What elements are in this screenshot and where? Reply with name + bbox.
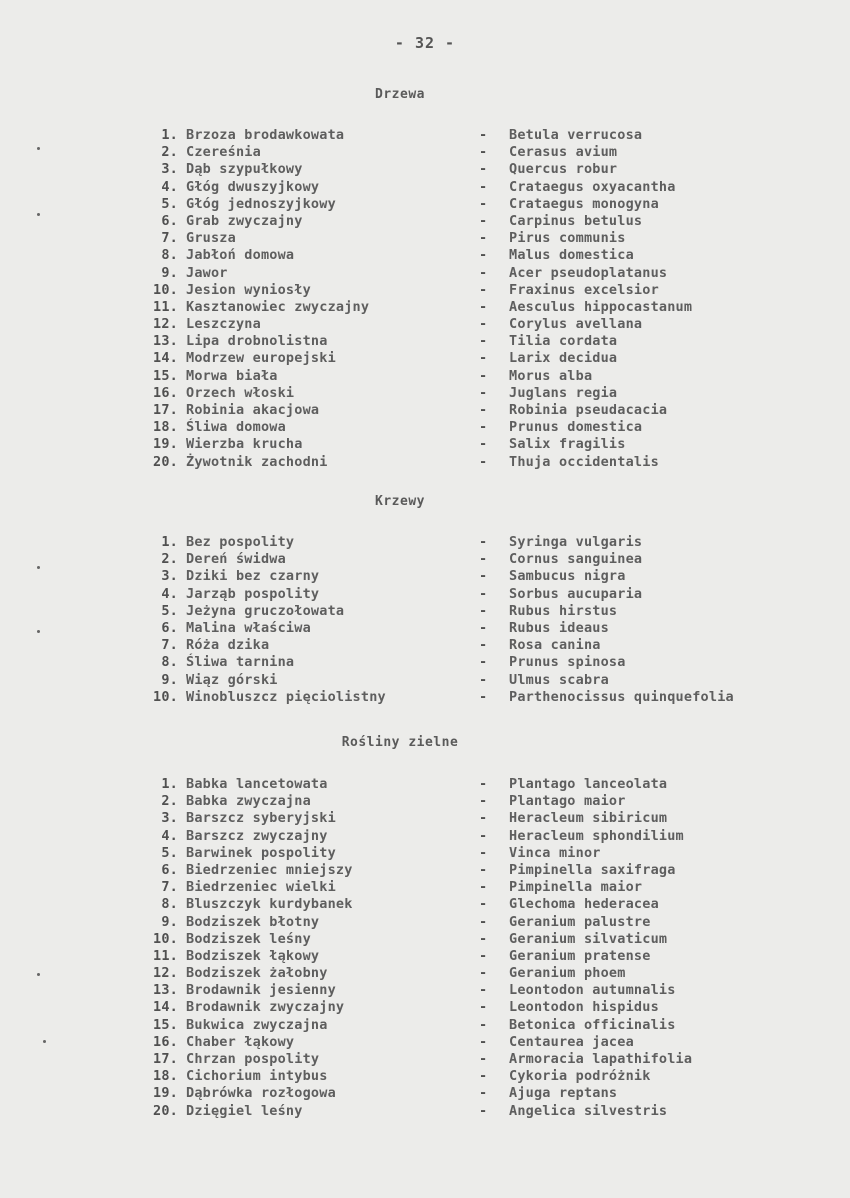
latin-name: Larix decidua xyxy=(509,350,618,367)
polish-name: Róża dzika xyxy=(186,637,270,654)
latin-name: Sorbus aucuparia xyxy=(509,585,643,602)
latin-name: Rubus hirstus xyxy=(509,602,618,619)
species-row xyxy=(0,914,850,931)
polish-name: Śliwa tarnina xyxy=(186,654,295,671)
species-row xyxy=(0,144,850,161)
polish-name: Głóg jednoszyjkowy xyxy=(186,195,336,212)
item-number: 18. xyxy=(153,1068,178,1085)
separator-dash: - xyxy=(479,127,488,143)
latin-name: Betonica officinalis xyxy=(509,1016,676,1033)
species-row xyxy=(0,385,850,402)
latin-name: Corylus avellana xyxy=(509,316,643,333)
item-number: 15. xyxy=(153,1016,178,1033)
polish-name: Wierzba krucha xyxy=(186,436,303,453)
separator-dash: - xyxy=(479,776,488,792)
item-number: 8. xyxy=(161,896,178,913)
species-row xyxy=(0,454,850,471)
latin-name: Rubus ideaus xyxy=(509,619,609,636)
item-number: 10. xyxy=(153,688,178,705)
latin-name: Angelica silvestris xyxy=(509,1102,668,1119)
latin-name: Geranium pratense xyxy=(509,947,651,964)
latin-name: Leontodon hispidus xyxy=(509,999,659,1016)
species-row xyxy=(0,1017,850,1034)
item-number: 17. xyxy=(153,1051,178,1067)
species-row xyxy=(0,982,850,999)
species-row xyxy=(0,999,850,1016)
polish-name: Bodziszek leśny xyxy=(186,930,311,947)
polish-name: Brodawnik jesienny xyxy=(186,982,336,999)
separator-dash: - xyxy=(479,195,488,212)
species-row xyxy=(0,230,850,247)
latin-name: Rosa canina xyxy=(509,637,601,654)
polish-name: Bukwica zwyczajna xyxy=(186,1016,328,1033)
species-row xyxy=(0,1034,850,1051)
species-row xyxy=(0,828,850,845)
species-row xyxy=(0,586,850,603)
item-number: 6. xyxy=(161,619,178,636)
latin-name: Parthenocissus quinquefolia xyxy=(509,688,734,705)
polish-name: Dąbrówka rozłogowa xyxy=(186,1085,336,1102)
latin-name: Heracleum sphondilium xyxy=(509,827,684,844)
species-row xyxy=(0,568,850,585)
polish-name: Bodziszek błotny xyxy=(186,913,320,930)
latin-name: Acer pseudoplatanus xyxy=(509,264,668,281)
species-row xyxy=(0,127,850,144)
polish-name: Kasztanowiec zwyczajny xyxy=(186,298,370,315)
item-number: 19. xyxy=(153,1085,178,1102)
separator-dash: - xyxy=(479,298,488,315)
section-title-trees: Drzewa xyxy=(375,87,425,102)
polish-name: Jesion wyniosły xyxy=(186,281,311,298)
item-number: 18. xyxy=(153,419,178,436)
latin-name: Prunus domestica xyxy=(509,419,643,436)
polish-name: Barszcz zwyczajny xyxy=(186,827,328,844)
separator-dash: - xyxy=(479,212,488,229)
item-number: 9. xyxy=(161,671,178,688)
item-number: 11. xyxy=(153,947,178,964)
latin-name: Pimpinella saxifraga xyxy=(509,861,676,878)
species-row xyxy=(0,672,850,689)
item-number: 3. xyxy=(161,161,178,178)
polish-name: Grab zwyczajny xyxy=(186,212,303,229)
separator-dash: - xyxy=(479,861,488,878)
latin-name: Leontodon autumnalis xyxy=(509,982,676,999)
separator-dash: - xyxy=(479,671,488,688)
separator-dash: - xyxy=(479,602,488,619)
species-row xyxy=(0,654,850,671)
latin-name: Vinca minor xyxy=(509,844,601,861)
item-number: 20. xyxy=(153,453,178,470)
item-number: 2. xyxy=(161,551,178,568)
polish-name: Dereń świdwa xyxy=(186,551,286,568)
species-row xyxy=(0,896,850,913)
separator-dash: - xyxy=(479,688,488,705)
separator-dash: - xyxy=(479,793,488,810)
species-row xyxy=(0,368,850,385)
separator-dash: - xyxy=(479,844,488,861)
latin-name: Glechoma hederacea xyxy=(509,896,659,913)
separator-dash: - xyxy=(479,316,488,333)
latin-name: Carpinus betulus xyxy=(509,212,643,229)
species-row xyxy=(0,637,850,654)
polish-name: Jarząb pospolity xyxy=(186,585,320,602)
polish-name: Winobluszcz pięciolistny xyxy=(186,688,386,705)
separator-dash: - xyxy=(479,264,488,281)
latin-name: Cerasus avium xyxy=(509,144,618,161)
latin-name: Pirus communis xyxy=(509,230,626,247)
species-row xyxy=(0,299,850,316)
polish-name: Chrzan pospolity xyxy=(186,1051,320,1067)
latin-name: Juglans regia xyxy=(509,384,618,401)
item-number: 16. xyxy=(153,1033,178,1050)
polish-name: Żywotnik zachodni xyxy=(186,453,328,470)
item-number: 3. xyxy=(161,568,178,585)
polish-name: Wiąz górski xyxy=(186,671,278,688)
polish-name: Dąb szypułkowy xyxy=(186,161,303,178)
latin-name: Morus alba xyxy=(509,367,593,384)
separator-dash: - xyxy=(479,534,488,550)
separator-dash: - xyxy=(479,453,488,470)
item-number: 13. xyxy=(153,982,178,999)
item-number: 16. xyxy=(153,384,178,401)
species-row xyxy=(0,316,850,333)
polish-name: Modrzew europejski xyxy=(186,350,336,367)
species-list-shrubs xyxy=(0,534,850,706)
species-row xyxy=(0,810,850,827)
polish-name: Jawor xyxy=(186,264,228,281)
polish-name: Brzoza brodawkowata xyxy=(186,127,345,143)
species-row xyxy=(0,213,850,230)
item-number: 4. xyxy=(161,585,178,602)
separator-dash: - xyxy=(479,161,488,178)
item-number: 5. xyxy=(161,195,178,212)
latin-name: Salix fragilis xyxy=(509,436,626,453)
separator-dash: - xyxy=(479,281,488,298)
item-number: 4. xyxy=(161,827,178,844)
species-row xyxy=(0,436,850,453)
item-number: 8. xyxy=(161,654,178,671)
separator-dash: - xyxy=(479,930,488,947)
item-number: 9. xyxy=(161,264,178,281)
latin-name: Plantago lanceolata xyxy=(509,776,668,792)
species-row xyxy=(0,247,850,264)
item-number: 8. xyxy=(161,247,178,264)
latin-name: Pimpinella maior xyxy=(509,879,643,896)
separator-dash: - xyxy=(479,1016,488,1033)
separator-dash: - xyxy=(479,654,488,671)
separator-dash: - xyxy=(479,384,488,401)
separator-dash: - xyxy=(479,999,488,1016)
item-number: 1. xyxy=(161,776,178,792)
latin-name: Prunus spinosa xyxy=(509,654,626,671)
separator-dash: - xyxy=(479,619,488,636)
species-row xyxy=(0,845,850,862)
polish-name: Dzięgiel leśny xyxy=(186,1102,303,1119)
polish-name: Czereśnia xyxy=(186,144,261,161)
separator-dash: - xyxy=(479,1085,488,1102)
item-number: 2. xyxy=(161,793,178,810)
polish-name: Bodziszek żałobny xyxy=(186,965,328,982)
species-row xyxy=(0,1068,850,1085)
item-number: 13. xyxy=(153,333,178,350)
polish-name: Brodawnik zwyczajny xyxy=(186,999,345,1016)
polish-name: Orzech włoski xyxy=(186,384,295,401)
separator-dash: - xyxy=(479,144,488,161)
latin-name: Malus domestica xyxy=(509,247,634,264)
separator-dash: - xyxy=(479,810,488,827)
separator-dash: - xyxy=(479,1033,488,1050)
polish-name: Głóg dwuszyjkowy xyxy=(186,178,320,195)
item-number: 7. xyxy=(161,230,178,247)
separator-dash: - xyxy=(479,333,488,350)
item-number: 9. xyxy=(161,913,178,930)
polish-name: Grusza xyxy=(186,230,236,247)
species-row xyxy=(0,350,850,367)
item-number: 15. xyxy=(153,367,178,384)
latin-name: Geranium silvaticum xyxy=(509,930,668,947)
species-row xyxy=(0,793,850,810)
species-row xyxy=(0,419,850,436)
polish-name: Śliwa domowa xyxy=(186,419,286,436)
polish-name: Biedrzeniec mniejszy xyxy=(186,861,353,878)
species-list-trees xyxy=(0,127,850,471)
polish-name: Bez pospolity xyxy=(186,534,295,550)
separator-dash: - xyxy=(479,1068,488,1085)
separator-dash: - xyxy=(479,879,488,896)
separator-dash: - xyxy=(479,585,488,602)
polish-name: Morwa biała xyxy=(186,367,278,384)
item-number: 5. xyxy=(161,844,178,861)
item-number: 10. xyxy=(153,281,178,298)
separator-dash: - xyxy=(479,947,488,964)
latin-name: Ajuga reptans xyxy=(509,1085,618,1102)
species-row xyxy=(0,965,850,982)
species-row xyxy=(0,879,850,896)
species-row xyxy=(0,689,850,706)
polish-name: Jeżyna gruczołowata xyxy=(186,602,345,619)
item-number: 20. xyxy=(153,1102,178,1119)
item-number: 1. xyxy=(161,127,178,143)
separator-dash: - xyxy=(479,350,488,367)
species-row xyxy=(0,776,850,793)
species-row xyxy=(0,620,850,637)
latin-name: Sambucus nigra xyxy=(509,568,626,585)
latin-name: Tilia cordata xyxy=(509,333,618,350)
polish-name: Babka zwyczajna xyxy=(186,793,311,810)
latin-name: Centaurea jacea xyxy=(509,1033,634,1050)
polish-name: Babka lancetowata xyxy=(186,776,328,792)
latin-name: Betula verrucosa xyxy=(509,127,643,143)
polish-name: Barwinek pospolity xyxy=(186,844,336,861)
latin-name: Cornus sanguinea xyxy=(509,551,643,568)
item-number: 4. xyxy=(161,178,178,195)
separator-dash: - xyxy=(479,551,488,568)
section-title-shrubs: Krzewy xyxy=(375,494,425,509)
species-row xyxy=(0,603,850,620)
polish-name: Lipa drobnolistna xyxy=(186,333,328,350)
item-number: 2. xyxy=(161,144,178,161)
latin-name: Geranium phoem xyxy=(509,965,626,982)
item-number: 7. xyxy=(161,879,178,896)
item-number: 17. xyxy=(153,402,178,418)
species-row xyxy=(0,1103,850,1120)
polish-name: Robinia akacjowa xyxy=(186,402,320,418)
item-number: 1. xyxy=(161,534,178,550)
latin-name: Fraxinus excelsior xyxy=(509,281,659,298)
species-row xyxy=(0,402,850,419)
polish-name: Biedrzeniec wielki xyxy=(186,879,336,896)
separator-dash: - xyxy=(479,827,488,844)
species-row xyxy=(0,862,850,879)
species-row xyxy=(0,265,850,282)
separator-dash: - xyxy=(479,1051,488,1067)
separator-dash: - xyxy=(479,568,488,585)
latin-name: Crataegus oxyacantha xyxy=(509,178,676,195)
latin-name: Aesculus hippocastanum xyxy=(509,298,693,315)
separator-dash: - xyxy=(479,247,488,264)
item-number: 14. xyxy=(153,999,178,1016)
polish-name: Cichorium intybus xyxy=(186,1068,328,1085)
species-row xyxy=(0,161,850,178)
item-number: 7. xyxy=(161,637,178,654)
polish-name: Chaber łąkowy xyxy=(186,1033,295,1050)
species-row xyxy=(0,1085,850,1102)
latin-name: Plantago maior xyxy=(509,793,626,810)
polish-name: Bodziszek łąkowy xyxy=(186,947,320,964)
item-number: 19. xyxy=(153,436,178,453)
item-number: 3. xyxy=(161,810,178,827)
species-row xyxy=(0,931,850,948)
page-number: - 32 - xyxy=(394,34,456,52)
separator-dash: - xyxy=(479,367,488,384)
latin-name: Crataegus monogyna xyxy=(509,195,659,212)
item-number: 11. xyxy=(153,298,178,315)
latin-name: Ulmus scabra xyxy=(509,671,609,688)
item-number: 10. xyxy=(153,930,178,947)
section-title-herbs: Rośliny zielne xyxy=(341,735,459,750)
polish-name: Leszczyna xyxy=(186,316,261,333)
species-row xyxy=(0,1051,850,1068)
separator-dash: - xyxy=(479,436,488,453)
latin-name: Geranium palustre xyxy=(509,913,651,930)
item-number: 5. xyxy=(161,602,178,619)
latin-name: Syringa vulgaris xyxy=(509,534,643,550)
polish-name: Barszcz syberyjski xyxy=(186,810,336,827)
species-row xyxy=(0,196,850,213)
species-row xyxy=(0,534,850,551)
separator-dash: - xyxy=(479,230,488,247)
species-row xyxy=(0,179,850,196)
item-number: 12. xyxy=(153,965,178,982)
latin-name: Robinia pseudacacia xyxy=(509,402,668,418)
polish-name: Bluszczyk kurdybanek xyxy=(186,896,353,913)
separator-dash: - xyxy=(479,402,488,418)
separator-dash: - xyxy=(479,1102,488,1119)
separator-dash: - xyxy=(479,913,488,930)
item-number: 12. xyxy=(153,316,178,333)
item-number: 6. xyxy=(161,861,178,878)
species-row xyxy=(0,551,850,568)
separator-dash: - xyxy=(479,982,488,999)
latin-name: Thuja occidentalis xyxy=(509,453,659,470)
separator-dash: - xyxy=(479,637,488,654)
separator-dash: - xyxy=(479,178,488,195)
separator-dash: - xyxy=(479,965,488,982)
polish-name: Jabłoń domowa xyxy=(186,247,295,264)
item-number: 14. xyxy=(153,350,178,367)
species-row xyxy=(0,948,850,965)
latin-name: Cykoria podróżnik xyxy=(509,1068,651,1085)
species-list-herbs xyxy=(0,776,850,1120)
latin-name: Armoracia lapathifolia xyxy=(509,1051,693,1067)
species-row xyxy=(0,282,850,299)
species-row xyxy=(0,333,850,350)
item-number: 6. xyxy=(161,212,178,229)
polish-name: Dziki bez czarny xyxy=(186,568,320,585)
latin-name: Quercus robur xyxy=(509,161,618,178)
separator-dash: - xyxy=(479,419,488,436)
polish-name: Malina właściwa xyxy=(186,619,311,636)
separator-dash: - xyxy=(479,896,488,913)
latin-name: Heracleum sibiricum xyxy=(509,810,668,827)
